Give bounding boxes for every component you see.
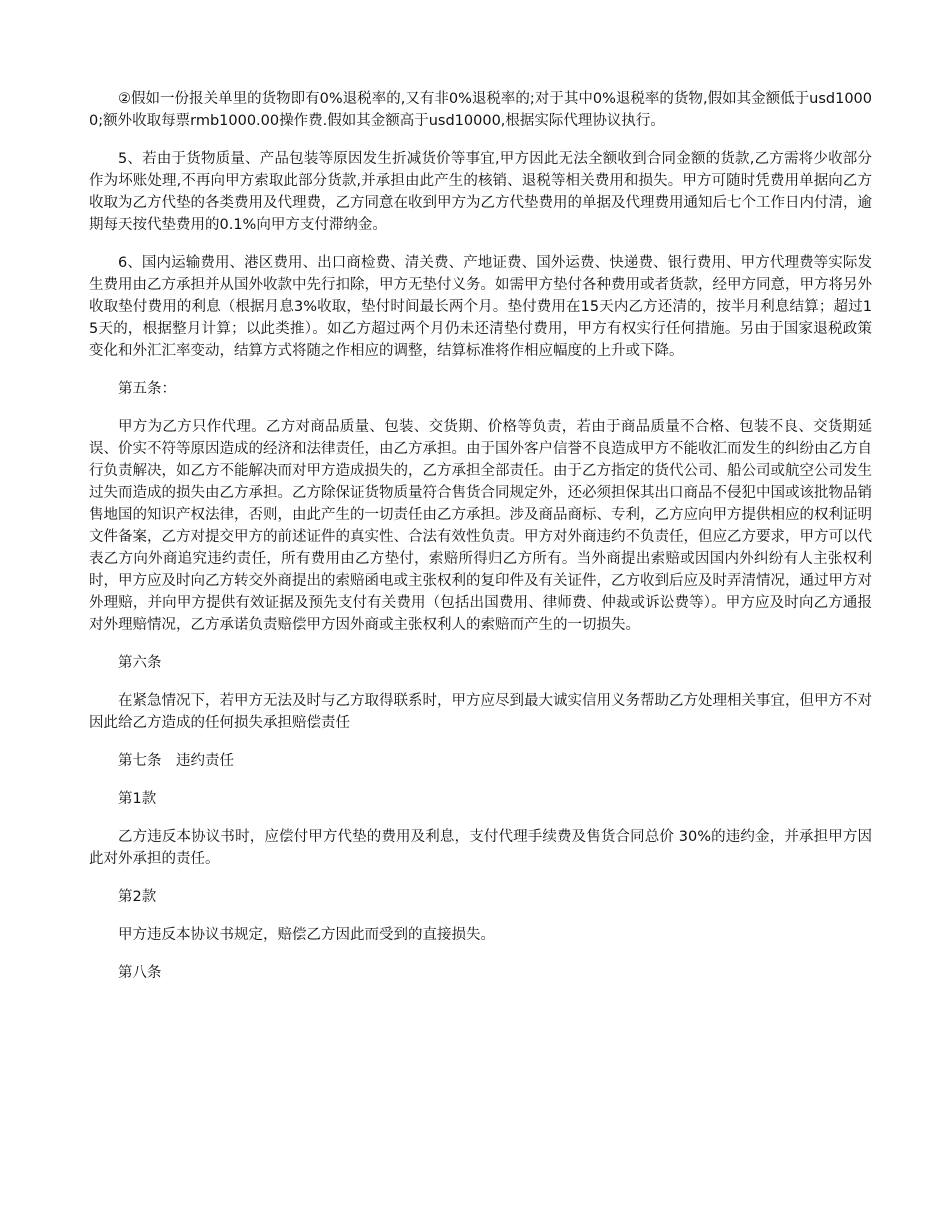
article-8-heading: 第八条 <box>118 965 162 981</box>
article-7-section-2-heading: 第2款 <box>118 889 157 905</box>
article-5-body: 甲方为乙方只作代理。乙方对商品质量、包装、交货期、价格等负责，若由于商品质量不合格、包装不良、交货期延误、价实不符等原因造成的经济和法律责任，由乙方承担。由于国外客户信誉不良造成甲方不能收汇而发生的纠纷由乙方自行负责解决，如乙方不能解决而对甲方造成损失的，乙方承担全部责任。由于乙方指定的货代公司、船公司或航空公司发生过失而造成的损失由乙方承担。乙方除保证货物质量符合售货合同规定外，还必须担保其出口商品不侵犯中国或该批物品销售地国的知识产权法律，否则，由此产生的一切责任由乙方承担。涉及商品商标、专利，乙方应向甲方提供相应的权利证明文件备案，乙方对提交甲方的前述证件的真实性、合法有效性负责。甲方对外商违约不负责任，但应乙方要求，甲方可以代表乙方向外商追究违约责任，所有费用由乙方垫付，索赔所得归乙方所有。当外商提出索赔或因国内外纠纷有人主张权利时，甲方应及时向乙方转交外商提出的索赔函电或主张权利的复印件及有关证件，乙方收到后应及时弄清情况，通过甲方对外理赔，并向甲方提供有效证据及预先支付有关费用（包括出国费用、律师费、仲裁或诉讼费等）。甲方应及时向乙方通报对外理赔情况，乙方承诺负责赔偿甲方因外商或主张权利人的索赔而产生的一切损失。 <box>89 419 872 633</box>
paragraph-clause-5: 5、若由于货物质量、产品包装等原因发生折减货价等事宜,甲方因此无法全额收到合同金额的货款,乙方需将少收部分作为坏账处理,不再向甲方索取此部分货款,并承担由此产生的核销、退税等相关费用和损失。甲方可随时凭费用单据向乙方收取为乙方代垫的各类费用及代理费，乙方同意在收到甲方为乙方代垫费用的单据及代理费用通知后七个工作日内付清，逾期每天按代垫费用的0.1%向甲方支付滞纳金。 <box>89 151 872 233</box>
article-7-heading: 第七条 违约责任 <box>118 753 234 769</box>
article-5-heading: 第五条： <box>118 381 176 397</box>
article-6-heading: 第六条 <box>118 655 162 671</box>
article-6-body: 在紧急情况下，若甲方无法及时与乙方取得联系时，甲方应尽到最大诚实信用义务帮助乙方处理相关事宜，但甲方不对因此给乙方造成的任何损失承担赔偿责任 <box>89 693 872 731</box>
paragraph-clause-6: 6、国内运输费用、港区费用、出口商检费、清关费、产地证费、国外运费、快递费、银行费用、甲方代理费等实际发生费用由乙方承担并从国外收款中先行扣除，甲方无垫付义务。如需甲方垫付各种费用或者货款，经甲方同意，甲方将另外收取垫付费用的利息（根据月息3%收取，垫付时间最长两个月。垫付费用在15天内乙方还清的，按半月利息结算；超过15天的，根据整月计算；以此类推）。如乙方超过两个月仍未还清垫付费用，甲方有权实行任何措施。另由于国家退税政策变化和外汇汇率变动，结算方式将随之作相应的调整，结算标准将作相应幅度的上升或下降。 <box>89 255 872 359</box>
article-7-section-1-heading: 第1款 <box>118 791 157 807</box>
paragraph-item-2-tax-rate: ②假如一份报关单里的货物即有0%退税率的,又有非0%退税率的;对于其中0%退税率的货物,假如其金额低于usd10000;额外收取每票rmb1000.00操作费.假如其金额高于usd10000,根据实际代理协议执行。 <box>89 91 872 129</box>
article-7-section-1-body: 乙方违反本协议书时，应偿付甲方代垫的费用及利息，支付代理手续费及售货合同总价 30%的违约金，并承担甲方因此对外承担的责任。 <box>89 829 872 867</box>
article-7-section-2-body: 甲方违反本协议书规定，赔偿乙方因此而受到的直接损失。 <box>118 927 495 943</box>
